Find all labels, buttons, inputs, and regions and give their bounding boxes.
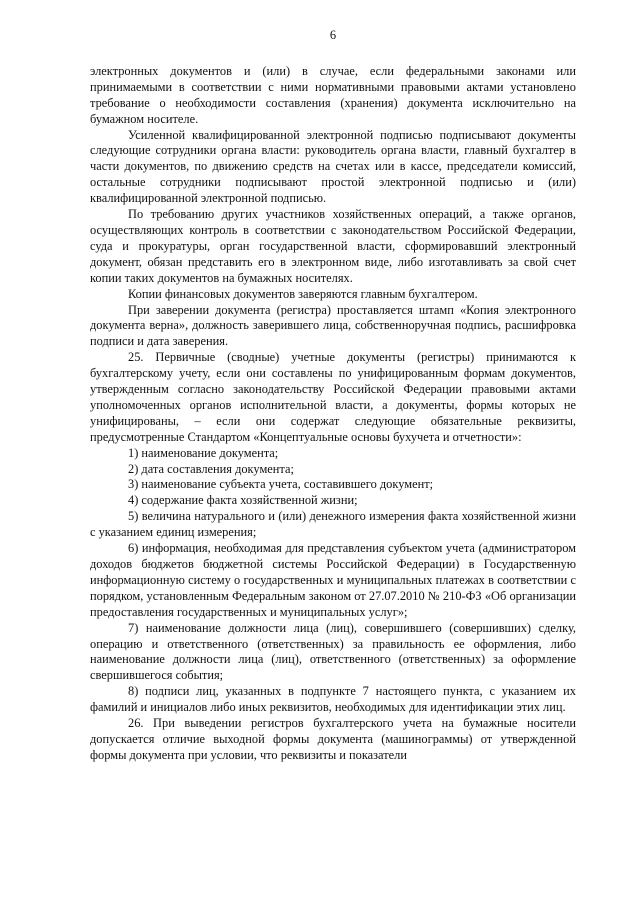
paragraph: 25. Первичные (сводные) учетные документы (регистры) принимаются к бухгалтерскому учету, если они составлены по унифицированным формам документов, утвержденным согласно законодательству Российской Федерации правовыми актами уполномоченных органов исполнительной власти, а документы, формы которых не унифицированы, – если они содержат следующие обязательные реквизиты, предусмотренные Стандартом «Концептуальные основы бухучета и отчетности»: xyxy=(90,350,576,444)
paragraph: По требованию других участников хозяйственных операций, а также органов, осуществляющих контроль в соответствии с законодательством Российской Федерации, суда и прокуратуры, орган государственной власти, сформировавший электронный документ, обязан представить его в электронном виде, либо изготавливать за свой счет копии таких документов на бумажных носителях. xyxy=(90,207,576,285)
paragraph: электронных документов и (или) в случае, если федеральными законами или принимаемыми в соответствии с ними нормативными правовыми актами установлено требование о необходимости составления (хранения) документа исключительно на бумажном носителе. xyxy=(90,63,576,126)
paragraph: 6) информация, необходимая для представления субъектом учета (администратором доходов бюджетов бюджетной системы Российской Федерации) в Государственную информационную систему о государственных и муниципальных платежах в соответствии с порядком, установленным Федеральным законом от 27.07.2010 № 210-ФЗ «Об организации предоставления государственных и муниципальных услуг»; xyxy=(90,541,576,619)
paragraph: При заверении документа (регистра) проставляется штамп «Копия электронного документа верна», должность заверившего лица, собственноручная подпись, расшифровка подписи и дата заверения. xyxy=(90,302,576,349)
paragraph: 1) наименование документа; xyxy=(128,445,279,460)
paragraph: Усиленной квалифицированной электронной подписью подписывают документы следующие сотрудники органа власти: руководитель органа власти, главный бухгалтер в части документов, по движению средств на счетах или в кассе, председатели комиссий, остальные сотрудники подписывают простой электронной подписью и (или) квалифицированной электронной подписью. xyxy=(90,127,576,206)
paragraph: 26. При выведении регистров бухгалтерского учета на бумажные носители допускается отличие выходной формы документа (машинограммы) от утвержденной формы документа при условии, что реквизиты и показатели xyxy=(90,716,576,762)
paragraph: 3) наименование субъекта учета, составившего документ; xyxy=(128,477,434,492)
paragraph: Копии финансовых документов заверяются главным бухгалтером. xyxy=(128,286,478,301)
paragraph: 8) подписи лиц, указанных в подпункте 7 настоящего пункта, с указанием их фамилий и инициалов либо иных реквизитов, необходимых для идентификации этих лиц. xyxy=(90,684,576,715)
page-number: 6 xyxy=(329,28,337,42)
paragraph: 5) величина натурального и (или) денежного измерения факта хозяйственной жизни с указанием единиц измерения; xyxy=(90,509,576,540)
document-body xyxy=(90,64,576,764)
paragraph: 7) наименование должности лица (лиц), совершившего (совершивших) сделку, операцию и ответственного (ответственных) за правильность ее оформления, либо наименование должности лица (лиц), ответственного (ответственных) за оформление свершившегося события; xyxy=(90,620,576,683)
paragraph: 4) содержание факта хозяйственной жизни; xyxy=(128,493,358,508)
paragraph: 2) дата составления документа; xyxy=(128,461,294,476)
